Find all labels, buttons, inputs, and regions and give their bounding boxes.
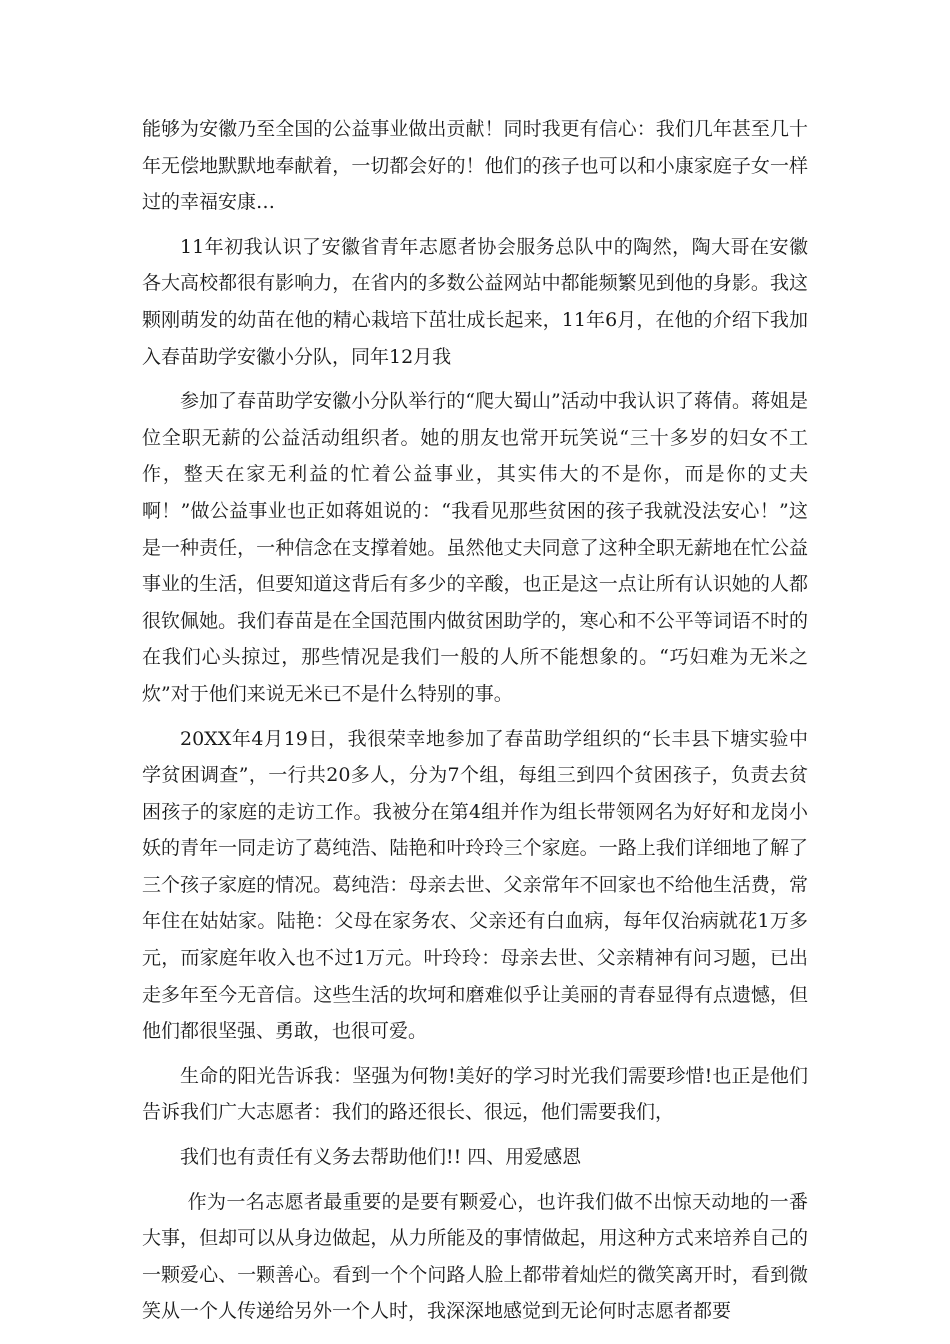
paragraph-2: 11年初我认识了安徽省青年志愿者协会服务总队中的陶然，陶大哥在安徽各大高校都很有影响力，在省内的多数公益网站中都能频繁见到他的身影。我这颗刚萌发的幼苗在他的精心栽培下茁壮成长起来，11年6月，在他的介绍下我加入春苗助学安徽小分队，同年12月我	[142, 235, 808, 368]
paragraph-5: 生命的阳光告诉我：坚强为何物!美好的学习时光我们需要珍惜!也正是他们告诉我们广大志愿者：我们的路还很长、很远，他们需要我们，	[142, 1064, 808, 1124]
paragraph-7: 作为一名志愿者最重要的是要有颗爱心，也许我们做不出惊天动地的一番大事，但却可以从身边做起，从力所能及的事情做起，用这种方式来培养自己的一颗爱心、一颗善心。看到一个个问路人脸上都带着灿烂的微笑离开时，看到微笑从一个人传递给另外一个人时，我深深地感觉到无论何时志愿者都要	[142, 1190, 808, 1323]
paragraph-1: 能够为安徽乃至全国的公益事业做出贡献！同时我更有信心：我们几年甚至几十年无偿地默默地奉献着，一切都会好的！他们的孩子也可以和小康家庭子女一样过的幸福安康…	[142, 118, 808, 214]
paragraph-6: 我们也有责任有义务去帮助他们!! 四、用爱感恩	[180, 1146, 582, 1169]
document-body	[142, 111, 808, 1338]
paragraph-3: 参加了春苗助学安徽小分队举行的“爬大蜀山”活动中我认识了蒋倩。蒋姐是位全职无薪的公益活动组织者。她的朋友也常开玩笑说“三十多岁的妇女不工作，整天在家无利益的忙着公益事业，其实伟大的不是你，而是你的丈夫啊！”做公益事业也正如蒋姐说的：“我看见那些贫困的孩子我就没法安心！”这是一种责任，一种信念在支撑着她。虽然他丈夫同意了这种全职无薪地在忙公益事业的生活，但要知道这背后有多少的辛酸，也正是这一点让所有认识她的人都很钦佩她。我们春苗是在全国范围内做贫困助学的，寒心和不公平等词语不时的在我们心头掠过，那些情况是我们一般的人所不能想象的。“巧妇难为无米之炊”对于他们来说无米已不是什么特别的事。	[142, 390, 808, 705]
paragraph-4: 20XX年4月19日，我很荣幸地参加了春苗助学组织的“长丰县下塘实验中学贫困调查”，一行共20多人，分为7个组，每组三到四个贫困孩子，负责去贫困孩子的家庭的走访工作。我被分在第4组并作为组长带领网名为好好和龙岗小妖的青年一同走访了葛纯浩、陆艳和叶玲玲三个家庭。一路上我们详细地了解了三个孩子家庭的情况。葛纯浩：母亲去世、父亲常年不回家也不给他生活费，常年住在姑姑家。陆艳：父母在家务农、父亲还有白血病，每年仅治病就花1万多元，而家庭年收入也不过1万元。叶玲玲：母亲去世、父亲精神有问习题，已出走多年至今无音信。这些生活的坎坷和磨难似乎让美丽的青春显得有点遗憾，但他们都很坚强、勇敢，也很可爱。	[142, 727, 808, 1043]
